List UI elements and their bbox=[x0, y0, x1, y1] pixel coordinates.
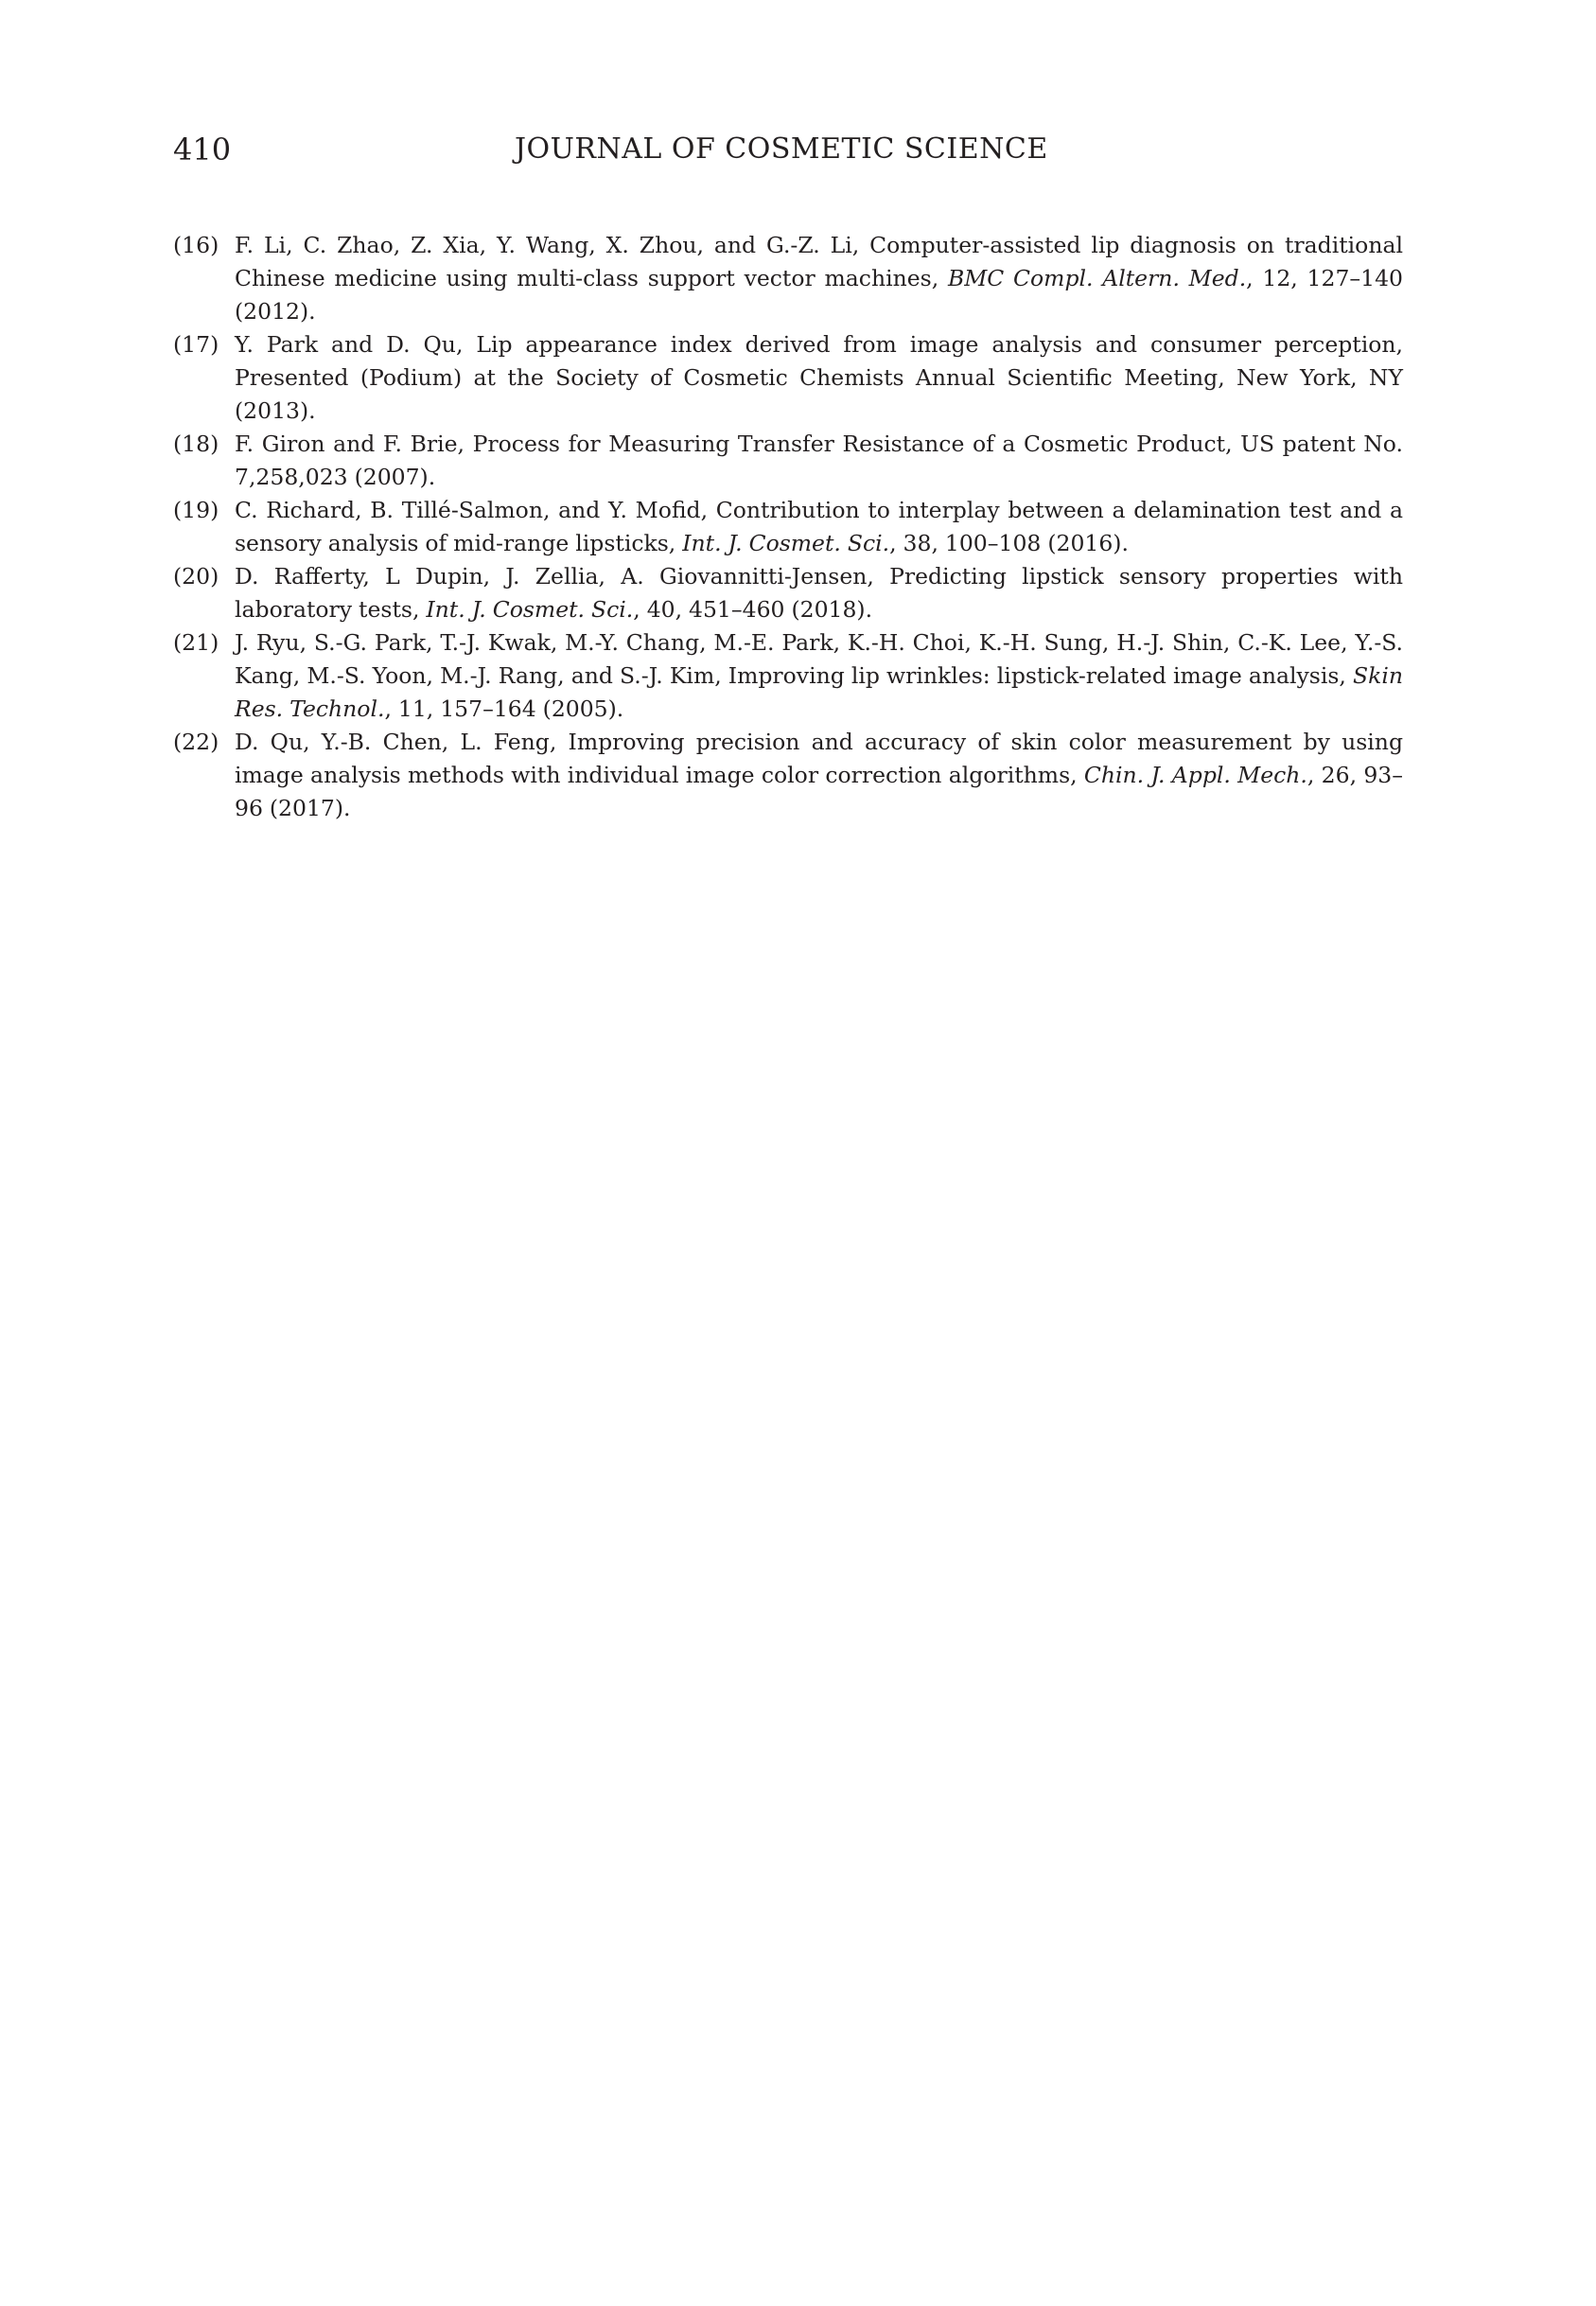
reference-number: (18) bbox=[173, 431, 219, 457]
reference-body: D. Qu, Y.-B. Chen, L. Feng, Improving precision and accuracy of skin color measurement by using image analysis methods with individual image color correction algorithms, bbox=[235, 729, 1403, 788]
page-header bbox=[173, 129, 1403, 170]
reference-journal: Skin Res. Technol. bbox=[235, 662, 1403, 722]
reference-journal: BMC Compl. Altern. Med. bbox=[947, 265, 1247, 291]
reference-item bbox=[173, 726, 1403, 825]
page-number: 410 bbox=[173, 132, 232, 167]
reference-tail: , 26, 93–96 (2017). bbox=[235, 762, 1403, 821]
reference-tail: , 40, 451–460 (2018). bbox=[633, 596, 873, 623]
reference-body: C. Richard, B. Tillé-Salmon, and Y. Mofid, Contribution to interplay between a delamination test and a sensory analysis of mid-range lipsticks, bbox=[235, 497, 1403, 556]
reference-journal: Int. J. Cosmet. Sci. bbox=[682, 530, 890, 556]
reference-item bbox=[173, 328, 1403, 428]
reference-text bbox=[235, 626, 1403, 726]
reference-number: (17) bbox=[173, 331, 219, 358]
reference-text bbox=[235, 328, 1403, 428]
reference-text bbox=[235, 726, 1403, 825]
reference-journal: Chin. J. Appl. Mech. bbox=[1083, 762, 1307, 788]
reference-tail: , 11, 157–164 (2005). bbox=[384, 695, 624, 722]
reference-item bbox=[173, 560, 1403, 626]
reference-item bbox=[173, 229, 1403, 328]
reference-body: D. Rafferty, L Dupin, J. Zellia, A. Giovannitti-Jensen, Predicting lipstick sensory properties with laboratory tests, bbox=[235, 563, 1403, 623]
reference-number: (20) bbox=[173, 563, 219, 590]
reference-tail: , 12, 127–140 (2012). bbox=[235, 265, 1404, 325]
reference-item bbox=[173, 626, 1403, 726]
reference-number: (22) bbox=[173, 729, 219, 755]
running-head: JOURNAL OF COSMETIC SCIENCE bbox=[515, 132, 1048, 166]
reference-item bbox=[173, 428, 1403, 494]
reference-body: Y. Park and D. Qu, Lip appearance index derived from image analysis and consumer perception, Presented (Podium) at the Society of Cosmetic Chemists Annual Scientific Meeting, New York, NY (2013). bbox=[235, 331, 1403, 424]
reference-tail: , 38, 100–108 (2016). bbox=[889, 530, 1129, 556]
reference-body: F. Giron and F. Brie, Process for Measuring Transfer Resistance of a Cosmetic Product, US patent No. 7,258,023 (2007). bbox=[235, 431, 1403, 490]
reference-number: (21) bbox=[173, 629, 219, 656]
reference-list bbox=[173, 229, 1403, 825]
reference-text bbox=[235, 229, 1403, 328]
reference-number: (16) bbox=[173, 232, 219, 258]
reference-body: J. Ryu, S.-G. Park, T.-J. Kwak, M.-Y. Chang, M.-E. Park, K.-H. Choi, K.-H. Sung, H.-J. Shin, C.-K. Lee, Y.-S. Kang, M.-S. Yoon, M.-J. Rang, and S.-J. Kim, Improving lip wrinkles: lipstick-related image analysis, bbox=[235, 629, 1403, 689]
reference-journal: Int. J. Cosmet. Sci. bbox=[426, 596, 634, 623]
reference-text bbox=[235, 428, 1403, 494]
reference-item bbox=[173, 494, 1403, 560]
reference-text bbox=[235, 494, 1403, 560]
reference-body: F. Li, C. Zhao, Z. Xia, Y. Wang, X. Zhou, and G.-Z. Li, Computer-assisted lip diagnosis on traditional Chinese medicine using multi-class support vector machines, bbox=[235, 232, 1403, 291]
reference-text bbox=[235, 560, 1403, 626]
reference-number: (19) bbox=[173, 497, 219, 523]
